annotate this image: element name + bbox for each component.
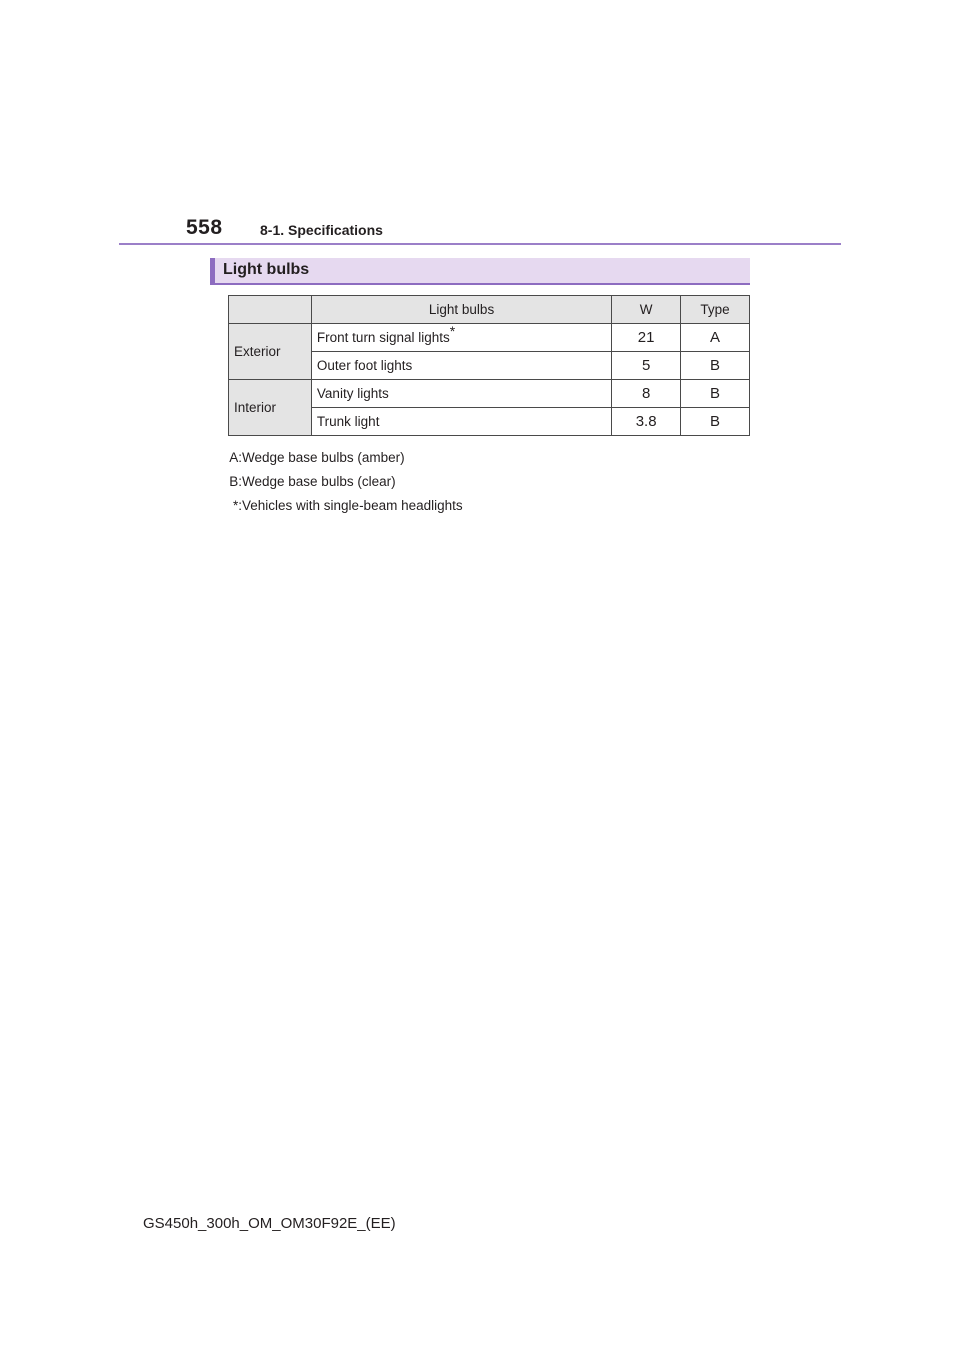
page-number: 558 xyxy=(186,216,223,239)
table-row xyxy=(229,380,750,408)
footnote-star-marker: * xyxy=(232,498,239,513)
bulb-type: B xyxy=(681,352,750,380)
footnote-key-colon: : xyxy=(238,498,242,513)
light-bulbs-table xyxy=(228,295,750,436)
footnote-marker: * xyxy=(449,323,456,339)
bulb-name: Outer foot lights xyxy=(311,352,611,380)
document-code: GS450h_300h_OM_OM30F92E_(EE) xyxy=(143,1215,396,1232)
bulb-watts: 5 xyxy=(612,352,681,380)
section-title: 8-1. Specifications xyxy=(260,222,383,238)
bulb-type: A xyxy=(681,324,750,352)
table-header-watts: W xyxy=(612,296,681,324)
bulb-watts: 21 xyxy=(612,324,681,352)
footnote-text: Vehicles with single-beam headlights xyxy=(242,498,463,513)
footnote-b xyxy=(224,474,463,498)
footnote-star xyxy=(224,498,463,522)
footnotes xyxy=(224,450,463,522)
table-row xyxy=(229,324,750,352)
table-header-row xyxy=(229,296,750,324)
bulb-watts: 8 xyxy=(612,380,681,408)
section-heading xyxy=(210,258,750,285)
bulb-type: B xyxy=(681,408,750,436)
section-heading-text: Light bulbs xyxy=(223,261,310,278)
footnote-key: A: xyxy=(229,450,242,465)
bulb-name: Trunk light xyxy=(311,408,611,436)
footnote-key xyxy=(224,498,242,513)
footnote-key: B: xyxy=(229,474,242,489)
group-label-interior: Interior xyxy=(229,380,312,436)
bulb-name: Vanity lights xyxy=(311,380,611,408)
bulb-name: Front turn signal lights xyxy=(316,330,450,345)
table-header-group xyxy=(229,296,312,324)
bulb-watts: 3.8 xyxy=(612,408,681,436)
table-header-type: Type xyxy=(681,296,750,324)
footnote-text: Wedge base bulbs (amber) xyxy=(242,450,405,465)
footnote-text: Wedge base bulbs (clear) xyxy=(242,474,396,489)
bulb-name-cell xyxy=(311,324,611,352)
table-header-light-bulbs: Light bulbs xyxy=(311,296,611,324)
bulb-type: B xyxy=(681,380,750,408)
header-rule xyxy=(119,243,841,245)
footnote-a xyxy=(224,450,463,474)
group-label-exterior: Exterior xyxy=(229,324,312,380)
